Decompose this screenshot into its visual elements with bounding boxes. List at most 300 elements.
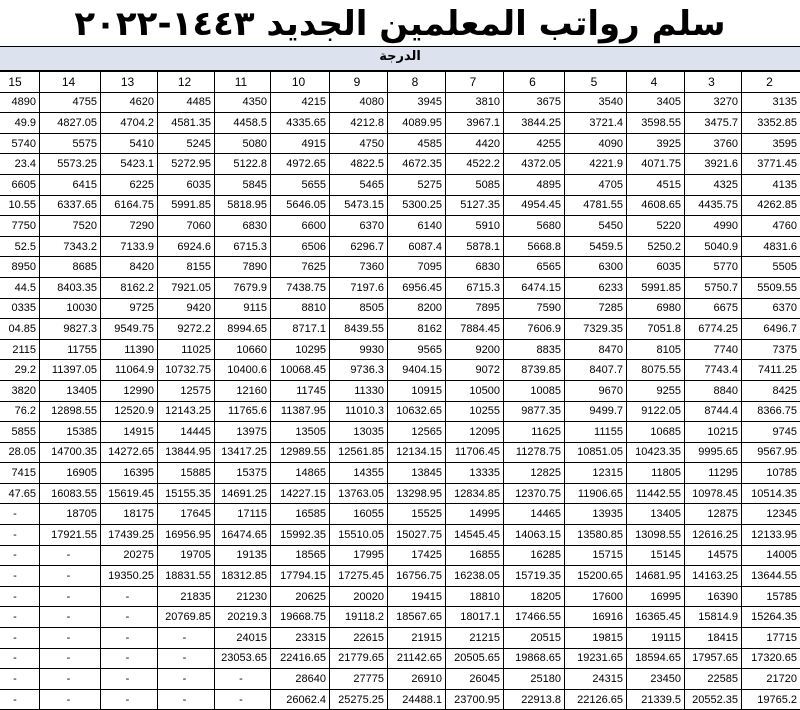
grade-column-header: 5 xyxy=(565,72,627,93)
table-cell: 28640 xyxy=(271,669,330,690)
table-cell: 3135 xyxy=(742,92,800,113)
table-cell: 6035 xyxy=(158,174,215,195)
table-cell: 10085 xyxy=(504,380,565,401)
table-cell: - xyxy=(0,669,40,690)
table-cell: 4420 xyxy=(446,133,504,154)
table-cell: 14545.45 xyxy=(446,525,504,546)
table-cell: - xyxy=(101,648,158,669)
table-cell: 7329.35 xyxy=(565,319,627,340)
net-salary-row xyxy=(0,566,800,587)
table-cell: 4262.85 xyxy=(742,195,800,216)
table-cell: 7343.2 xyxy=(40,236,101,257)
table-cell: 9736.3 xyxy=(330,360,388,381)
table-cell: - xyxy=(0,648,40,669)
table-cell: 19815 xyxy=(565,628,627,649)
table-cell: 8162.2 xyxy=(101,277,158,298)
table-cell: 6337.65 xyxy=(40,195,101,216)
table-cell: 17995 xyxy=(330,545,388,566)
table-cell: 24488.1 xyxy=(388,689,446,710)
table-cell: 5080 xyxy=(215,133,271,154)
table-cell: 13975 xyxy=(215,422,271,443)
table-cell: 3967.1 xyxy=(446,113,504,134)
table-cell: 6296.7 xyxy=(330,236,388,257)
table-cell: 9272.2 xyxy=(158,319,215,340)
net-salary-row xyxy=(0,401,800,422)
table-cell: 15619.45 xyxy=(101,483,158,504)
table-cell: 12898.55 xyxy=(40,401,101,422)
table-cell: 12370.75 xyxy=(504,483,565,504)
table-cell: 10732.75 xyxy=(158,360,215,381)
table-cell: 16956.95 xyxy=(158,525,215,546)
table-cell: 4831.6 xyxy=(742,236,800,257)
table-cell: 10500 xyxy=(446,380,504,401)
table-cell: 20625 xyxy=(271,586,330,607)
table-cell: 12825 xyxy=(504,463,565,484)
table-cell: 3925 xyxy=(627,133,685,154)
table-cell: 16905 xyxy=(40,463,101,484)
table-cell: 5818.95 xyxy=(215,195,271,216)
table-cell: 8075.55 xyxy=(627,360,685,381)
table-cell: 8717.1 xyxy=(271,319,330,340)
table-cell: - xyxy=(0,504,40,525)
table-cell: 4080 xyxy=(330,92,388,113)
table-cell: 76.2 xyxy=(0,401,40,422)
salary-row xyxy=(0,92,800,113)
table-cell: - xyxy=(40,648,101,669)
table-cell: 8739.85 xyxy=(504,360,565,381)
table-cell: 4954.45 xyxy=(504,195,565,216)
salary-row xyxy=(0,545,800,566)
table-cell: 4915 xyxy=(271,133,330,154)
table-cell: 7290 xyxy=(101,216,158,237)
table-cell: 11295 xyxy=(685,463,742,484)
table-cell: 11278.75 xyxy=(504,442,565,463)
table-cell: 15719.35 xyxy=(504,566,565,587)
table-cell: 4515 xyxy=(627,174,685,195)
table-cell: 13405 xyxy=(40,380,101,401)
table-cell: - xyxy=(40,586,101,607)
table-cell: 21779.65 xyxy=(330,648,388,669)
table-cell: 14465 xyxy=(504,504,565,525)
table-cell: - xyxy=(0,586,40,607)
table-cell: 10915 xyxy=(388,380,446,401)
table-cell: 10030 xyxy=(40,298,101,319)
table-cell: 15200.65 xyxy=(565,566,627,587)
table-cell: 3475.7 xyxy=(685,113,742,134)
table-cell: 8407.7 xyxy=(565,360,627,381)
table-cell: 5845 xyxy=(215,174,271,195)
table-cell: 10215 xyxy=(685,422,742,443)
table-cell: 17320.65 xyxy=(742,648,800,669)
table-cell: 6370 xyxy=(742,298,800,319)
table-cell: 17275.45 xyxy=(330,566,388,587)
table-cell: 15264.35 xyxy=(742,607,800,628)
table-cell: 8155 xyxy=(158,257,215,278)
table-cell: 7060 xyxy=(158,216,215,237)
table-cell: 25275.25 xyxy=(330,689,388,710)
table-cell: 22913.8 xyxy=(504,689,565,710)
table-cell: 13580.85 xyxy=(565,525,627,546)
table-cell: 5423.1 xyxy=(101,154,158,175)
table-cell: 6774.25 xyxy=(685,319,742,340)
table-cell: 11155 xyxy=(565,422,627,443)
table-cell: 5991.85 xyxy=(158,195,215,216)
table-cell: 16395 xyxy=(101,463,158,484)
table-cell: 7360 xyxy=(330,257,388,278)
table-cell: 18205 xyxy=(504,586,565,607)
table-cell: 8105 xyxy=(627,339,685,360)
table-cell: 4972.65 xyxy=(271,154,330,175)
table-cell: 6675 xyxy=(685,298,742,319)
table-cell: 5465 xyxy=(330,174,388,195)
grade-column-header: 9 xyxy=(330,72,388,93)
table-cell: 15785 xyxy=(742,586,800,607)
table-cell: 9115 xyxy=(215,298,271,319)
table-cell: 10660 xyxy=(215,339,271,360)
table-cell: 3844.25 xyxy=(504,113,565,134)
table-cell: 4435.75 xyxy=(685,195,742,216)
table-cell: 9567.95 xyxy=(742,442,800,463)
table-cell: 3352.85 xyxy=(742,113,800,134)
table-cell: 5410 xyxy=(101,133,158,154)
table-cell: 13845 xyxy=(388,463,446,484)
table-cell: 9877.35 xyxy=(504,401,565,422)
net-salary-row xyxy=(0,319,800,340)
table-cell: 26062.4 xyxy=(271,689,330,710)
table-cell: 20020 xyxy=(330,586,388,607)
table-cell: 18175 xyxy=(101,504,158,525)
net-salary-row xyxy=(0,483,800,504)
table-cell: 16916 xyxy=(565,607,627,628)
table-cell: 4585 xyxy=(388,133,446,154)
salary-table xyxy=(0,71,800,710)
table-cell: 19868.65 xyxy=(504,648,565,669)
table-cell: 9995.65 xyxy=(685,442,742,463)
table-cell: 6415 xyxy=(40,174,101,195)
table-cell: 5127.35 xyxy=(446,195,504,216)
table-cell: - xyxy=(0,607,40,628)
table-cell: - xyxy=(101,628,158,649)
table-cell: 28.05 xyxy=(0,442,40,463)
table-cell: - xyxy=(40,607,101,628)
table-cell: - xyxy=(101,607,158,628)
table-cell: 5250.2 xyxy=(627,236,685,257)
table-cell: 18594.65 xyxy=(627,648,685,669)
table-cell: 6830 xyxy=(215,216,271,237)
table-cell: 13763.05 xyxy=(330,483,388,504)
table-cell: - xyxy=(101,689,158,710)
table-cell: 17600 xyxy=(565,586,627,607)
grade-column-header: 3 xyxy=(685,72,742,93)
table-cell: 4089.95 xyxy=(388,113,446,134)
table-cell: 4485 xyxy=(158,92,215,113)
table-cell: 0335 xyxy=(0,298,40,319)
table-cell: 12990 xyxy=(101,380,158,401)
table-cell: 9122.05 xyxy=(627,401,685,422)
table-cell: 12565 xyxy=(388,422,446,443)
table-cell: 15814.9 xyxy=(685,607,742,628)
table-cell: 19668.75 xyxy=(271,607,330,628)
salary-row xyxy=(0,216,800,237)
table-cell: - xyxy=(215,669,271,690)
table-cell: 29.2 xyxy=(0,360,40,381)
table-cell: 22615 xyxy=(330,628,388,649)
table-cell: 15375 xyxy=(215,463,271,484)
table-cell: 4212.8 xyxy=(330,113,388,134)
salary-row xyxy=(0,669,800,690)
table-cell: 18705 xyxy=(40,504,101,525)
table-cell: 4335.65 xyxy=(271,113,330,134)
table-cell: 21142.65 xyxy=(388,648,446,669)
page-title: سلم رواتب المعلمين الجديد ١٤٤٣-٢٠٢٢ xyxy=(0,2,800,46)
table-cell: 16474.65 xyxy=(215,525,271,546)
table-cell: 4704.2 xyxy=(101,113,158,134)
table-cell: 10068.45 xyxy=(271,360,330,381)
table-cell: 7890 xyxy=(215,257,271,278)
grade-column-header: 14 xyxy=(40,72,101,93)
table-cell: 4458.5 xyxy=(215,113,271,134)
table-cell: 3540 xyxy=(565,92,627,113)
table-cell: 6164.75 xyxy=(101,195,158,216)
table-cell: 21230 xyxy=(215,586,271,607)
salary-row xyxy=(0,298,800,319)
table-cell: 9745 xyxy=(742,422,800,443)
salary-row xyxy=(0,504,800,525)
table-cell: 11706.45 xyxy=(446,442,504,463)
table-cell: 15027.75 xyxy=(388,525,446,546)
table-cell: 9072 xyxy=(446,360,504,381)
table-cell: 20515 xyxy=(504,628,565,649)
table-cell: 17715 xyxy=(742,628,800,649)
table-cell: 6605 xyxy=(0,174,40,195)
table-cell: 4750 xyxy=(330,133,388,154)
table-cell: 15385 xyxy=(40,422,101,443)
table-cell: 8840 xyxy=(685,380,742,401)
table-cell: - xyxy=(158,628,215,649)
table-cell: 23450 xyxy=(627,669,685,690)
salary-row xyxy=(0,174,800,195)
table-cell: 3945 xyxy=(388,92,446,113)
table-cell: 14063.15 xyxy=(504,525,565,546)
table-cell: 15885 xyxy=(158,463,215,484)
table-cell: 13405 xyxy=(627,504,685,525)
grade-header-row xyxy=(0,47,800,71)
table-cell: 21215 xyxy=(446,628,504,649)
table-cell: 4350 xyxy=(215,92,271,113)
table-cell: 18415 xyxy=(685,628,742,649)
table-cell: 14691.25 xyxy=(215,483,271,504)
table-cell: 14995 xyxy=(446,504,504,525)
grade-column-header: 15 xyxy=(0,72,40,93)
grade-column-header: 6 xyxy=(504,72,565,93)
table-cell: 5245 xyxy=(158,133,215,154)
table-cell: 13035 xyxy=(330,422,388,443)
table-cell: 19705 xyxy=(158,545,215,566)
table-cell: 7133.9 xyxy=(101,236,158,257)
table-cell: 3598.55 xyxy=(627,113,685,134)
table-cell: 4090 xyxy=(565,133,627,154)
table-cell: 16995 xyxy=(627,586,685,607)
salary-row xyxy=(0,463,800,484)
table-cell: 11442.55 xyxy=(627,483,685,504)
table-cell: 23315 xyxy=(271,628,330,649)
grade-column-header: 7 xyxy=(446,72,504,93)
table-cell: 5220 xyxy=(627,216,685,237)
table-cell: 14700.35 xyxy=(40,442,101,463)
table-cell: - xyxy=(0,545,40,566)
table-cell: 7743.4 xyxy=(685,360,742,381)
table-cell: 9255 xyxy=(627,380,685,401)
table-cell: 3595 xyxy=(742,133,800,154)
grade-column-header: 4 xyxy=(627,72,685,93)
table-cell: 19765.2 xyxy=(742,689,800,710)
table-cell: 4672.35 xyxy=(388,154,446,175)
table-cell: 5668.8 xyxy=(504,236,565,257)
table-cell: 11906.65 xyxy=(565,483,627,504)
table-cell: 5040.9 xyxy=(685,236,742,257)
table-cell: - xyxy=(40,628,101,649)
table-cell: - xyxy=(0,689,40,710)
table-cell: 18565 xyxy=(271,545,330,566)
table-cell: 6830 xyxy=(446,257,504,278)
table-cell: 21339.5 xyxy=(627,689,685,710)
table-cell: 14915 xyxy=(101,422,158,443)
salary-row xyxy=(0,257,800,278)
table-cell: 3675 xyxy=(504,92,565,113)
table-cell: 12143.25 xyxy=(158,401,215,422)
table-cell: 8366.75 xyxy=(742,401,800,422)
table-cell: 8403.35 xyxy=(40,277,101,298)
table-cell: 4215 xyxy=(271,92,330,113)
table-cell: 24015 xyxy=(215,628,271,649)
table-cell: 6924.6 xyxy=(158,236,215,257)
table-cell: 8685 xyxy=(40,257,101,278)
table-cell: 11625 xyxy=(504,422,565,443)
table-cell: 16756.75 xyxy=(388,566,446,587)
table-cell: 7438.75 xyxy=(271,277,330,298)
table-cell: 17645 xyxy=(158,504,215,525)
table-cell: - xyxy=(215,689,271,710)
table-cell: 17957.65 xyxy=(685,648,742,669)
table-cell: 12520.9 xyxy=(101,401,158,422)
table-cell: 6087.4 xyxy=(388,236,446,257)
table-cell: 6370 xyxy=(330,216,388,237)
table-cell: 5750.7 xyxy=(685,277,742,298)
table-cell: 4522.2 xyxy=(446,154,504,175)
table-cell: 8810 xyxy=(271,298,330,319)
table-cell: 7606.9 xyxy=(504,319,565,340)
salary-row xyxy=(0,133,800,154)
table-cell: 19118.2 xyxy=(330,607,388,628)
table-cell: 12315 xyxy=(565,463,627,484)
table-cell: - xyxy=(0,525,40,546)
table-cell: 20275 xyxy=(101,545,158,566)
table-cell: 16855 xyxy=(446,545,504,566)
table-cell: 13935 xyxy=(565,504,627,525)
table-cell: 3820 xyxy=(0,380,40,401)
table-cell: 16238.05 xyxy=(446,566,504,587)
table-cell: 16365.45 xyxy=(627,607,685,628)
salary-row xyxy=(0,422,800,443)
table-cell: - xyxy=(40,566,101,587)
table-cell: 16285 xyxy=(504,545,565,566)
table-cell: 8835 xyxy=(504,339,565,360)
table-cell: 5473.15 xyxy=(330,195,388,216)
table-cell: 10423.35 xyxy=(627,442,685,463)
table-cell: 14355 xyxy=(330,463,388,484)
table-cell: 10632.65 xyxy=(388,401,446,422)
table-cell: 26910 xyxy=(388,669,446,690)
table-cell: 13335 xyxy=(446,463,504,484)
table-cell: 4221.9 xyxy=(565,154,627,175)
table-cell: 7415 xyxy=(0,463,40,484)
table-cell: 4581.35 xyxy=(158,113,215,134)
grade-column-header: 2 xyxy=(742,72,800,93)
grade-column-header: 10 xyxy=(271,72,330,93)
table-cell: 12095 xyxy=(446,422,504,443)
table-cell: 21915 xyxy=(388,628,446,649)
table-cell: 11755 xyxy=(40,339,101,360)
table-cell: 9549.75 xyxy=(101,319,158,340)
table-cell: 12989.55 xyxy=(271,442,330,463)
table-cell: 4608.65 xyxy=(627,195,685,216)
table-cell: - xyxy=(158,689,215,710)
net-salary-row xyxy=(0,648,800,669)
table-cell: 4255 xyxy=(504,133,565,154)
table-cell: 5085 xyxy=(446,174,504,195)
table-cell: 20505.65 xyxy=(446,648,504,669)
table-cell: 8950 xyxy=(0,257,40,278)
table-cell: 49.9 xyxy=(0,113,40,134)
table-cell: 23700.95 xyxy=(446,689,504,710)
table-cell: 4781.55 xyxy=(565,195,627,216)
table-cell: - xyxy=(40,689,101,710)
table-cell: 14272.65 xyxy=(101,442,158,463)
table-cell: 20219.3 xyxy=(215,607,271,628)
table-cell: 5680 xyxy=(504,216,565,237)
table-cell: 12133.95 xyxy=(742,525,800,546)
table-cell: 15992.35 xyxy=(271,525,330,546)
table-cell: 10255 xyxy=(446,401,504,422)
salary-row xyxy=(0,586,800,607)
table-cell: 17466.55 xyxy=(504,607,565,628)
table-cell: 11387.95 xyxy=(271,401,330,422)
table-cell: 7411.25 xyxy=(742,360,800,381)
table-cell: 7895 xyxy=(446,298,504,319)
table-cell: 47.65 xyxy=(0,483,40,504)
salary-sheet xyxy=(0,46,800,601)
table-cell: 44.5 xyxy=(0,277,40,298)
table-cell: 7590 xyxy=(504,298,565,319)
table-cell: 5740 xyxy=(0,133,40,154)
table-cell: 9200 xyxy=(446,339,504,360)
grade-column-header: 8 xyxy=(388,72,446,93)
table-cell: 5655 xyxy=(271,174,330,195)
table-cell: 7750 xyxy=(0,216,40,237)
table-cell: 27775 xyxy=(330,669,388,690)
table-cell: 9499.7 xyxy=(565,401,627,422)
table-cell: 19415 xyxy=(388,586,446,607)
table-cell: 9404.15 xyxy=(388,360,446,381)
table-cell: 10785 xyxy=(742,463,800,484)
table-cell: 4135 xyxy=(742,174,800,195)
table-cell: - xyxy=(0,628,40,649)
table-cell: 5770 xyxy=(685,257,742,278)
table-cell: 6565 xyxy=(504,257,565,278)
salary-row xyxy=(0,339,800,360)
table-cell: 21720 xyxy=(742,669,800,690)
table-cell: 4890 xyxy=(0,92,40,113)
